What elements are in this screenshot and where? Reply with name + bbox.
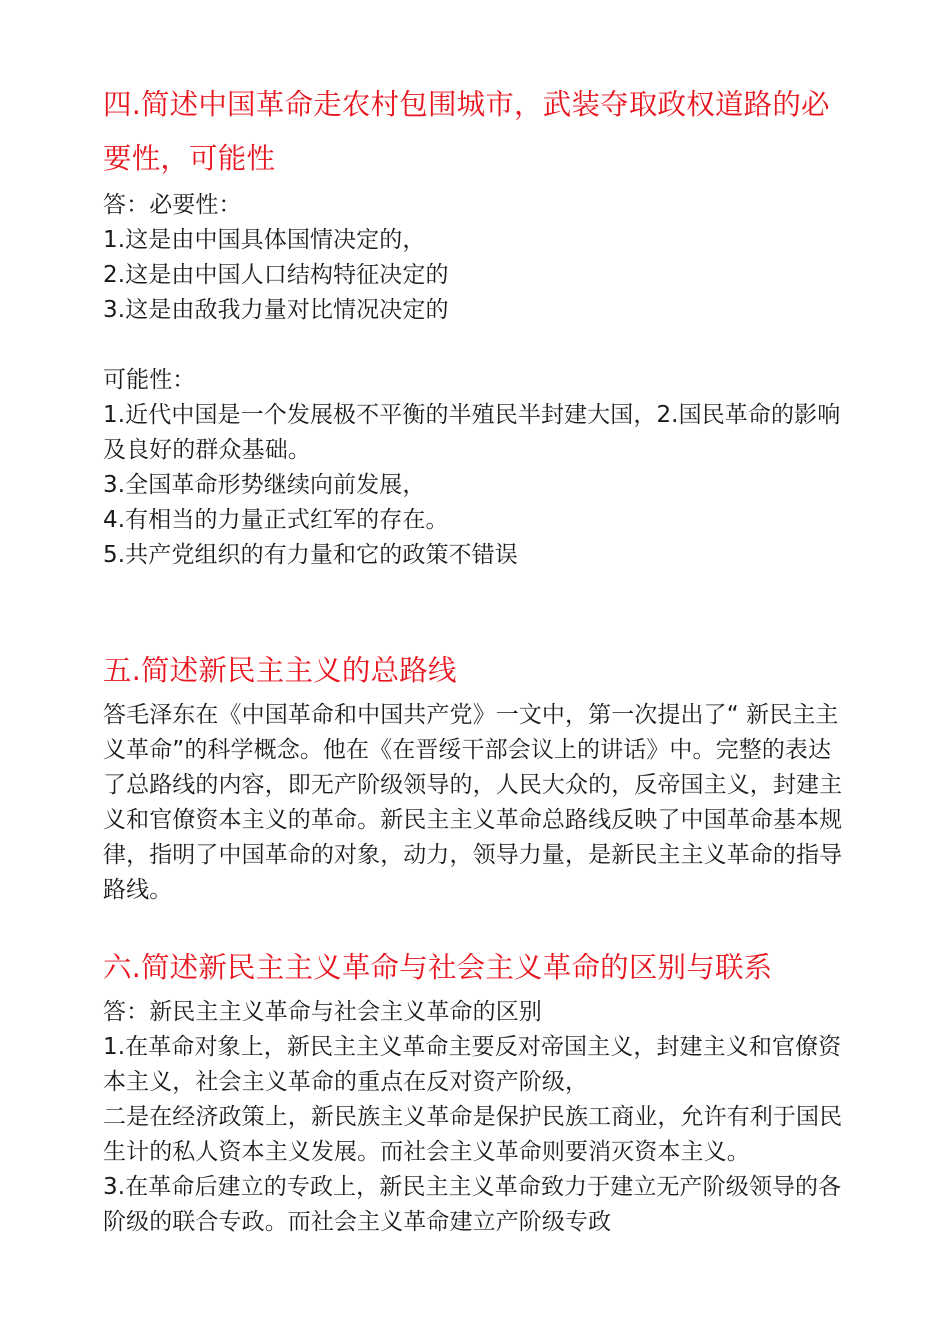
necessity-item: 3.这是由敌我力量对比情况决定的 — [103, 297, 449, 323]
section-6-answer-label: 答：新民主主义革命与社会主义革命的区别 — [103, 999, 542, 1025]
possibility-item: 1.近代中国是一个发展极不平衡的半殖民半封建大国，2.国民革命的影响及良好的群众基础。 — [103, 402, 841, 463]
blank-line — [103, 328, 851, 363]
possibility-item: 5.共产党组织的有力量和它的政策不错误 — [103, 542, 518, 568]
necessity-item: 2.这是由中国人口结构特征决定的 — [103, 262, 449, 288]
document-page — [103, 78, 851, 1240]
necessity-label: 答：必要性： — [103, 192, 242, 218]
section-4-heading: 四.简述中国革命走农村包围城市，武装夺取政权道路的必要性，可能性 — [103, 88, 830, 175]
section-6-item: 二是在经济政策上，新民族主义革命是保护民族工商业，允许有利于国民生计的私人资本主义发展。而社会主义革命则要消灭资本主义。 — [103, 1104, 843, 1165]
section-5-answer: 答毛泽东在《中国革命和中国共产党》一文中，第一次提出了“ 新民主主义革命”的科学概念。他在《在晋绥干部会议上的讲话》中。完整的表达了总路线的内容，即无产阶级领导的，人民大众的，反帝国主义，封建主义和官僚资本主义的革命。新民主主义革命总路线反映了中国革命基本规律，指明了中国革命的对象，动力，领导力量，是新民主主义革命的指导路线。 — [103, 702, 843, 903]
possibility-item: 4.有相当的力量正式红军的存在。 — [103, 507, 449, 533]
section-5 — [103, 644, 851, 908]
section-6-heading: 六.简述新民主主义革命与社会主义革命的区别与联系 — [103, 951, 773, 984]
section-6 — [103, 941, 851, 1240]
possibility-label: 可能性： — [103, 367, 196, 393]
possibility-item: 3.全国革命形势继续向前发展， — [103, 472, 426, 498]
necessity-item: 1.这是由中国具体国情决定的， — [103, 227, 426, 253]
section-6-item: 1.在革命对象上，新民主主义革命主要反对帝国主义，封建主义和官僚资本主义，社会主义革命的重点在反对资产阶级， — [103, 1034, 842, 1095]
section-4 — [103, 78, 851, 573]
section-6-item: 3.在革命后建立的专政上，新民主主义革命致力于建立无产阶级领导的各阶级的联合专政。而社会主义革命建立产阶级专政 — [103, 1174, 842, 1235]
section-5-heading: 五.简述新民主主义的总路线 — [103, 654, 457, 687]
